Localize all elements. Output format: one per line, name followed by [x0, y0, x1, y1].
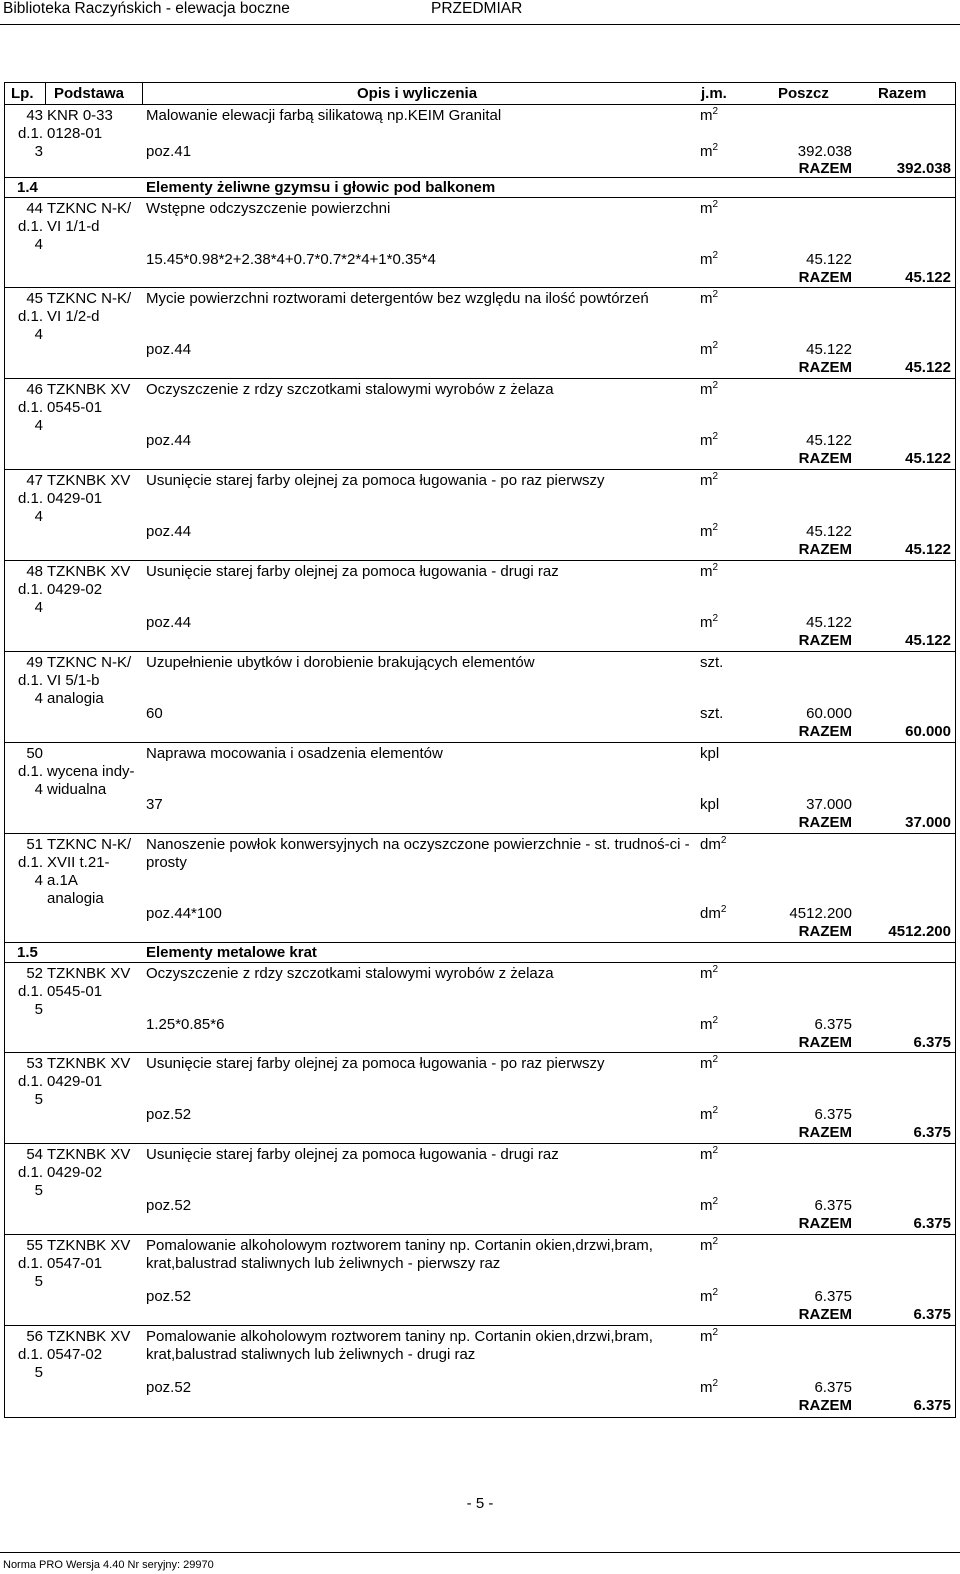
table-row: [5, 743, 955, 834]
section-header: [5, 943, 955, 963]
section-title: Elementy metalowe krat: [146, 944, 317, 961]
row-podstawa: TZKNBK XV 0545-01: [47, 381, 131, 416]
row-description: Uzupełnienie ubytków i dorobienie brakujących elementów: [146, 654, 535, 671]
row-description: Usunięcie starej farby olejnej za pomoca ługowania - po raz pierwszy: [146, 472, 605, 489]
row-unit: $m^2$: [700, 1145, 719, 1163]
razem-label: RAZEM: [798, 1034, 852, 1051]
row-calculation: poz.44: [146, 432, 192, 449]
row-calc-unit: $m^2$: [700, 431, 719, 449]
row-calc-unit: $m^2$: [700, 522, 719, 540]
row-unit: kpl: [700, 745, 720, 762]
table-row: [5, 1053, 955, 1144]
row-description: Pomalowanie alkoholowym roztworem taniny np. Cortanin okien,drzwi,bram, krat,balustrad staliwnych lub żeliwnych - drugi raz: [146, 1328, 653, 1363]
razem-label: RAZEM: [798, 1306, 852, 1323]
row-calculation: poz.52: [146, 1197, 192, 1214]
razem-value: 6.375: [913, 1397, 951, 1414]
row-calc-unit: $m^2$: [700, 1196, 719, 1214]
row-description: Pomalowanie alkoholowym roztworem taniny np. Cortanin okien,drzwi,bram, krat,balustrad staliwnych lub żeliwnych - pierwszy raz: [146, 1237, 653, 1272]
row-lp: 53 d.1. 5: [17, 1055, 43, 1108]
razem-label: RAZEM: [798, 814, 852, 831]
razem-label: RAZEM: [798, 1124, 852, 1141]
razem-value: 37.000: [905, 814, 951, 831]
razem-label: RAZEM: [798, 541, 852, 558]
row-unit: $m^2$: [700, 964, 719, 982]
table-row: [5, 1235, 955, 1326]
row-calc-unit: $m^2$: [700, 1015, 719, 1033]
row-calculation: poz.41: [146, 143, 192, 160]
row-lp: 43 d.1. 3: [17, 107, 43, 160]
row-calc-unit: $dm^2$: [700, 904, 727, 922]
col-divider: [142, 83, 143, 104]
razem-label: RAZEM: [798, 269, 852, 286]
row-calc-unit: $m^2$: [700, 613, 719, 631]
section-header: [5, 178, 955, 198]
row-unit: $dm^2$: [700, 835, 727, 853]
row-calculation: poz.44: [146, 614, 192, 631]
row-description: Oczyszczenie z rdzy szczotkami stalowymi wyrobów z żelaza: [146, 381, 554, 398]
row-calc-unit: kpl: [700, 796, 720, 813]
table-row: [5, 652, 955, 743]
col-razem: Razem: [878, 85, 927, 102]
row-podstawa: TZKNBK XV 0429-01: [47, 472, 131, 507]
row-lp: 45 d.1. 4: [17, 290, 43, 343]
row-calc-value: 6.375: [814, 1106, 852, 1123]
section-title: Elementy żeliwne gzymsu i głowic pod balkonem: [146, 179, 496, 196]
razem-value: 6.375: [913, 1124, 951, 1141]
software-version: Norma PRO Wersja 4.40 Nr seryjny: 29970: [3, 1559, 214, 1571]
row-calculation: 1.25*0.85*6: [146, 1016, 225, 1033]
razem-label: RAZEM: [798, 1397, 852, 1414]
row-description: Wstępne odczyszczenie powierzchni: [146, 200, 391, 217]
row-calc-value: 45.122: [806, 341, 852, 358]
razem-label: RAZEM: [798, 923, 852, 940]
table-header: [5, 82, 955, 105]
razem-value: 6.375: [913, 1034, 951, 1051]
row-calc-value: 4512.200: [789, 905, 852, 922]
razem-label: RAZEM: [798, 1215, 852, 1232]
razem-value: 45.122: [905, 359, 951, 376]
razem-label: RAZEM: [798, 723, 852, 740]
col-jm: j.m.: [701, 85, 727, 102]
document-type: PRZEDMIAR: [431, 0, 523, 17]
row-podstawa: TZKNBK XV 0429-02: [47, 563, 131, 598]
row-calculation: 60: [146, 705, 163, 722]
row-lp: 49 d.1. 4: [17, 654, 43, 707]
row-podstawa: TZKNBK XV 0429-01: [47, 1055, 131, 1090]
table-row: [5, 561, 955, 652]
razem-value: 4512.200: [888, 923, 951, 940]
table-row: [5, 1144, 955, 1235]
row-description: Malowanie elewacji farbą silikatową np.KEIM Granital: [146, 107, 502, 124]
row-lp: 56 d.1. 5: [17, 1328, 43, 1381]
row-podstawa: TZKNBK XV 0547-02: [47, 1328, 131, 1363]
table-row: [5, 470, 955, 561]
razem-label: RAZEM: [798, 450, 852, 467]
row-calc-value: 37.000: [806, 796, 852, 813]
col-poszcz: Poszcz: [778, 85, 829, 102]
section-number: 1.5: [17, 944, 38, 961]
row-calc-value: 6.375: [814, 1379, 852, 1396]
row-lp: 52 d.1. 5: [17, 965, 43, 1018]
row-calculation: poz.52: [146, 1106, 192, 1123]
row-unit: $m^2$: [700, 199, 719, 217]
table-row: [5, 834, 955, 943]
row-lp: 50 d.1. 4: [17, 745, 43, 798]
row-unit: $m^2$: [700, 562, 719, 580]
row-calc-unit: $m^2$: [700, 340, 719, 358]
row-calc-unit: $m^2$: [700, 142, 719, 160]
row-lp: 44 d.1. 4: [17, 200, 43, 253]
row-lp: 46 d.1. 4: [17, 381, 43, 434]
col-divider: [45, 83, 46, 104]
razem-value: 45.122: [905, 269, 951, 286]
row-description: Oczyszczenie z rdzy szczotkami stalowymi wyrobów z żelaza: [146, 965, 554, 982]
row-calculation: poz.52: [146, 1288, 192, 1305]
razem-value: 45.122: [905, 632, 951, 649]
row-calc-unit: szt.: [700, 705, 724, 722]
row-podstawa: TZKNC N-K/ XVII t.21- a.1A analogia: [47, 836, 132, 907]
row-calc-value: 6.375: [814, 1016, 852, 1033]
row-calc-unit: $m^2$: [700, 1378, 719, 1396]
document-title: Biblioteka Raczyńskich - elewacja boczne: [3, 0, 290, 17]
row-unit: $m^2$: [700, 1054, 719, 1072]
row-description: Naprawa mocowania i osadzenia elementów: [146, 745, 443, 762]
row-lp: 54 d.1. 5: [17, 1146, 43, 1199]
razem-label: RAZEM: [798, 632, 852, 649]
razem-label: RAZEM: [798, 160, 852, 177]
header-rule: [0, 24, 960, 25]
row-calc-value: 45.122: [806, 432, 852, 449]
col-lp: Lp.: [11, 85, 34, 102]
col-opis: Opis i wyliczenia: [357, 85, 478, 102]
row-calc-value: 6.375: [814, 1197, 852, 1214]
row-calculation: 15.45*0.98*2+2.38*4+0.7*0.7*2*4+1*0.35*4: [146, 251, 436, 268]
row-calc-unit: $m^2$: [700, 250, 719, 268]
razem-value: 45.122: [905, 450, 951, 467]
col-podstawa: Podstawa: [54, 85, 125, 102]
row-podstawa: wycena indy- widualna: [47, 763, 135, 798]
row-description: Usunięcie starej farby olejnej za pomoca ługowania - drugi raz: [146, 1146, 559, 1163]
row-description: Mycie powierzchni roztworami detergentów bez względu na ilość powtórzeń: [146, 290, 649, 307]
row-description: Usunięcie starej farby olejnej za pomoca ługowania - drugi raz: [146, 563, 559, 580]
row-calculation: poz.44*100: [146, 905, 222, 922]
row-description: Usunięcie starej farby olejnej za pomoca ługowania - po raz pierwszy: [146, 1055, 605, 1072]
row-calc-value: 392.038: [797, 143, 852, 160]
table-row: [5, 198, 955, 288]
row-calculation: poz.52: [146, 1379, 192, 1396]
estimate-table: [4, 82, 956, 1418]
row-calc-value: 45.122: [806, 251, 852, 268]
page-header: [0, 0, 960, 18]
section-number: 1.4: [17, 179, 38, 196]
row-calculation: poz.44: [146, 341, 192, 358]
row-calc-value: 45.122: [806, 614, 852, 631]
razem-label: RAZEM: [798, 359, 852, 376]
page-footer: [0, 1552, 960, 1574]
row-lp: 55 d.1. 5: [17, 1237, 43, 1290]
row-unit: $m^2$: [700, 289, 719, 307]
razem-value: 6.375: [913, 1215, 951, 1232]
razem-value: 6.375: [913, 1306, 951, 1323]
row-podstawa: TZKNC N-K/ VI 1/1-d: [47, 200, 132, 235]
row-calc-value: 45.122: [806, 523, 852, 540]
row-calc-unit: $m^2$: [700, 1105, 719, 1123]
row-unit: $m^2$: [700, 106, 719, 124]
table-row: [5, 379, 955, 470]
razem-value: 392.038: [896, 160, 951, 177]
table-row: [5, 963, 955, 1053]
row-unit: $m^2$: [700, 1327, 719, 1345]
row-calculation: 37: [146, 796, 163, 813]
row-podstawa: KNR 0-33 0128-01: [47, 107, 113, 142]
table-row: [5, 1326, 955, 1418]
row-unit: szt.: [700, 654, 724, 671]
row-calc-value: 6.375: [814, 1288, 852, 1305]
table-row: [5, 105, 955, 178]
footer-rule: [0, 1552, 960, 1553]
row-lp: 51 d.1. 4: [17, 836, 43, 889]
row-calculation: poz.44: [146, 523, 192, 540]
row-podstawa: TZKNBK XV 0547-01: [47, 1237, 131, 1272]
row-calc-unit: $m^2$: [700, 1287, 719, 1305]
row-calc-value: 60.000: [806, 705, 852, 722]
row-lp: 47 d.1. 4: [17, 472, 43, 525]
row-unit: $m^2$: [700, 471, 719, 489]
row-unit: $m^2$: [700, 380, 719, 398]
page-number: - 5 -: [466, 1495, 494, 1512]
row-podstawa: TZKNC N-K/ VI 5/1-b analogia: [47, 654, 132, 707]
row-podstawa: TZKNBK XV 0429-02: [47, 1146, 131, 1181]
row-podstawa: TZKNBK XV 0545-01: [47, 965, 131, 1000]
razem-value: 60.000: [905, 723, 951, 740]
row-podstawa: TZKNC N-K/ VI 1/2-d: [47, 290, 132, 325]
table-row: [5, 288, 955, 379]
razem-value: 45.122: [905, 541, 951, 558]
row-lp: 48 d.1. 4: [17, 563, 43, 616]
row-unit: $m^2$: [700, 1236, 719, 1254]
row-description: Nanoszenie powłok konwersyjnych na oczyszczone powierzchnie - st. trudnoś-ci - prosty: [146, 836, 690, 871]
